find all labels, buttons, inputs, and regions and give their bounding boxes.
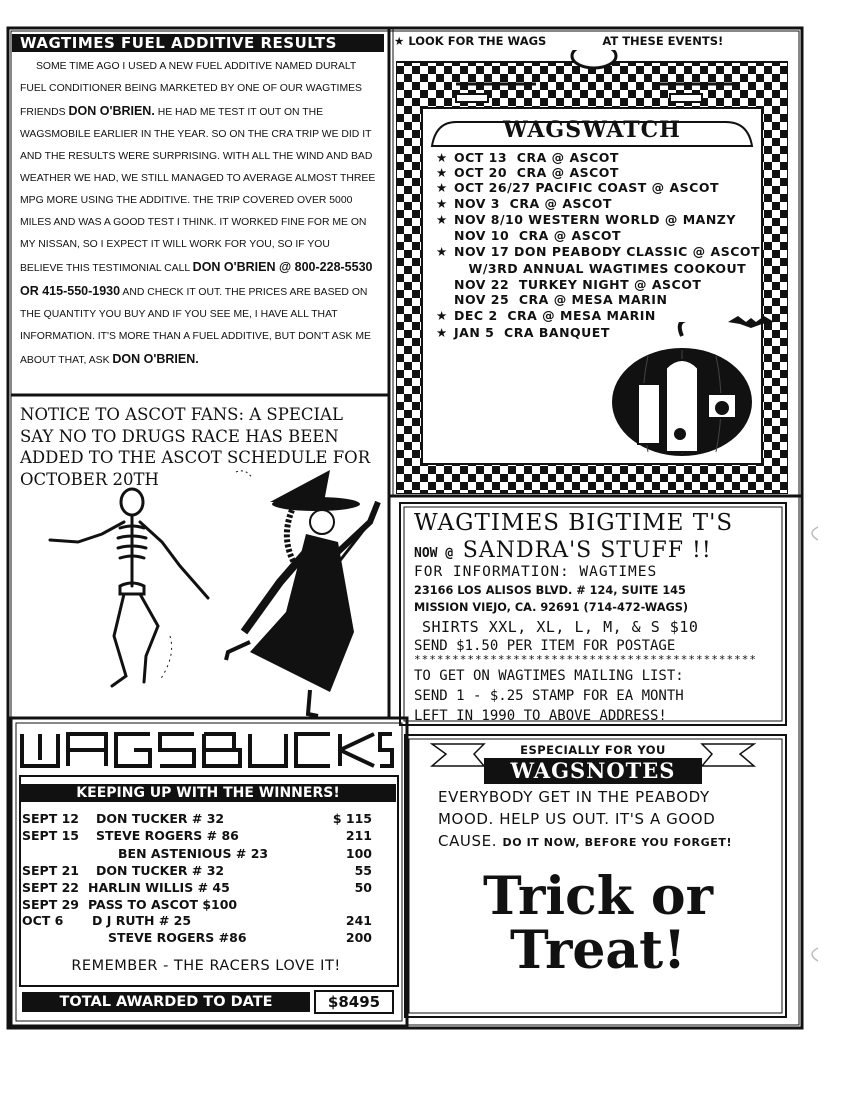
trick-line-2: Treat!	[510, 920, 686, 981]
event-item	[436, 277, 701, 292]
event-text: OCT 26/27 PACIFIC COAST @ ASCOT	[454, 180, 719, 195]
star-icon: ★	[436, 244, 448, 259]
winner-name: STEVE ROGERS # 86	[96, 828, 239, 843]
winner-row	[22, 880, 372, 896]
event-text: NOV 10 CRA @ ASCOT	[454, 228, 622, 243]
winner-name: DON TUCKER # 32	[96, 811, 225, 826]
star-icon: ★	[436, 212, 448, 227]
winner-amount: $ 115	[332, 811, 372, 826]
event-text: NOV 22 TURKEY NIGHT @ ASCOT	[454, 277, 702, 292]
ascot-notice: NOTICE TO ASCOT FANS: A SPECIAL SAY NO TO DRUGS RACE HAS BEEN ADDED TO THE ASCOT SCHEDULE FOR OCTOBER 20TH	[20, 405, 371, 489]
witch-icon	[220, 462, 386, 720]
skeleton-icon	[40, 486, 220, 696]
tshirts-now: NOW @	[414, 546, 454, 561]
event-text: W/3RD ANNUAL WAGTIMES COOKOUT	[454, 261, 747, 276]
wagsnotes-text: EVERYBODY GET IN THE PEABODY MOOD. HELP US OUT. IT'S A GOOD CAUSE.	[438, 788, 716, 850]
winner-row	[22, 828, 372, 844]
winner-date: OCT 6	[22, 913, 64, 928]
event-item	[436, 180, 719, 195]
event-text: NOV 25 CRA @ MESA MARIN	[454, 292, 668, 307]
tshirts-info: FOR INFORMATION: WAGTIMES	[414, 564, 658, 580]
event-item	[436, 196, 612, 211]
fuel-additive-article	[20, 56, 376, 372]
star-icon: ★	[436, 150, 448, 165]
event-item	[436, 261, 746, 276]
winner-row	[22, 913, 372, 929]
mailing-list-line-1: TO GET ON WAGTIMES MAILING LIST:	[414, 668, 684, 684]
winner-name: HARLIN WILLIS # 45	[88, 880, 230, 895]
event-text: NOV 17 DON PEABODY CLASSIC @ ASCOT	[454, 244, 761, 259]
fuel-name-2: DON O'BRIEN.	[112, 352, 199, 366]
winner-date: SEPT 29	[22, 897, 79, 912]
mailing-list-line-2: SEND 1 - $.25 STAMP FOR EA MONTH	[414, 688, 684, 704]
wagsnotes-reminder: DO IT NOW, BEFORE YOU FORGET!	[502, 836, 733, 849]
wagsnotes-subtitle: ESPECIALLY FOR YOU	[520, 743, 666, 757]
winner-amount: 241	[345, 913, 372, 928]
tshirts-store: SANDRA'S STUFF !!	[462, 538, 712, 563]
winner-amount: 200	[345, 930, 372, 945]
winner-amount: 211	[345, 828, 372, 843]
fuel-name-1: DON O'BRIEN.	[68, 104, 155, 118]
wagswatch-title: WAGSWATCH	[503, 117, 681, 143]
winner-name: DON TUCKER # 32	[96, 863, 225, 878]
winner-row	[22, 863, 372, 879]
fuel-paragraph-3: AND CHECK IT OUT. THE PRICES ARE BASED ON THE QUANTITY YOU BUY AND IF YOU SEE ME, I HAVE ALL THAT INFORMATION. IT'S MORE THAN A FUEL ADDITIVE, BUT DON'T ASK ME ABOUT THAT, ASK	[20, 287, 371, 366]
asterisk-divider: *********************************************	[414, 653, 758, 666]
bat-icon	[726, 312, 776, 330]
total-awarded-label: TOTAL AWARDED TO DATE	[22, 992, 310, 1012]
winner-amount: 55	[354, 863, 372, 878]
winner-amount: 50	[354, 880, 372, 895]
star-icon: ★	[436, 308, 448, 323]
events-header	[394, 34, 788, 48]
event-item	[436, 325, 610, 340]
fuel-contact: DON O'BRIEN @ 800-228-5530 OR 415-550-1930	[20, 260, 373, 298]
star-icon: ★	[436, 196, 448, 211]
star-icon: ★	[436, 325, 448, 340]
total-awarded-amount: $8495	[314, 990, 394, 1014]
winner-date: SEPT 12	[22, 811, 79, 826]
tshirts-title: WAGTIMES BIGTIME T'S	[414, 510, 734, 536]
fuel-paragraph-2: HE HAD ME TEST IT OUT ON THE WAGSMOBILE EARLIER IN THE YEAR. SO ON THE CRA TRIP WE DID IT AND THE RESULTS WERE SURPRISING. WITH ALL THE WIND AND BAD WEATHER WE HAD, WE STILL MANAGED TO AVERAGE ALMOST THREE MPG MORE USING THE ADDITIVE. THE TRIP COVERED OVER 5000 MILES AND WAS A GOOD TEST I THINK. IT WORKED FINE FOR ME ON MY NISSAN, SO I EXPECT IT WILL WORK FOR YOU, SO IF YOU BELIEVE THIS TESTIMONIAL CALL	[20, 107, 376, 274]
winner-date: SEPT 22	[22, 880, 79, 895]
event-item	[436, 292, 667, 307]
event-text: NOV 8/10 WESTERN WORLD @ MANZY	[454, 212, 736, 227]
winner-row	[22, 930, 372, 946]
winner-name: BEN ASTENIOUS # 23	[118, 846, 269, 861]
winner-name: PASS TO ASCOT $100	[88, 897, 238, 912]
events-header-right: AT THESE EVENTS!	[602, 34, 724, 48]
star-icon: ★	[436, 180, 448, 195]
tshirts-now-line	[414, 538, 712, 563]
trick-or-treat	[412, 866, 784, 981]
events-header-left: LOOK FOR THE WAGS	[408, 34, 547, 48]
event-text: DEC 2 CRA @ MESA MARIN	[454, 308, 656, 323]
wagsbucks-logo	[18, 730, 396, 770]
event-item	[436, 165, 619, 180]
mailing-list-line-3: LEFT IN 1990 TO ABOVE ADDRESS!	[414, 708, 667, 724]
tshirts-sizes-price: SHIRTS XXL, XL, L, M, & S $10	[422, 618, 699, 636]
event-text: JAN 5 CRA BANQUET	[454, 325, 610, 340]
winner-row	[22, 846, 372, 862]
event-item	[436, 150, 619, 165]
winner-date: SEPT 21	[22, 863, 79, 878]
tshirts-address-2: MISSION VIEJO, CA. 92691 (714-472-WAGS)	[414, 601, 689, 614]
star-icon: ★	[394, 34, 405, 48]
event-item	[436, 308, 656, 323]
winner-row	[22, 811, 372, 827]
event-item	[436, 212, 736, 227]
pumpkin-house-icon	[608, 322, 756, 458]
remember-line: REMEMBER - THE RACERS LOVE IT!	[71, 958, 341, 974]
tshirts-postage: SEND $1.50 PER ITEM FOR POSTAGE	[414, 638, 676, 654]
winner-name: D J RUTH # 25	[92, 913, 192, 928]
winner-amount: 100	[345, 846, 372, 861]
winner-row	[22, 897, 372, 913]
event-item	[436, 228, 621, 243]
keeping-up-banner: KEEPING UP WITH THE WINNERS!	[20, 784, 396, 802]
wagsnotes-body	[438, 786, 768, 854]
event-text: OCT 13 CRA @ ASCOT	[454, 150, 619, 165]
wagsnotes-title: WAGSNOTES	[510, 758, 676, 783]
event-text: OCT 20 CRA @ ASCOT	[454, 165, 619, 180]
tshirts-address-1: 23166 LOS ALISOS BLVD. # 124, SUITE 145	[414, 584, 686, 597]
winner-date: SEPT 15	[22, 828, 79, 843]
trick-line-1: Trick or	[483, 866, 713, 927]
event-item	[436, 244, 760, 259]
star-icon: ★	[436, 165, 448, 180]
winner-name: STEVE ROGERS #86	[108, 930, 247, 945]
fuel-additive-title: WAGTIMES FUEL ADDITIVE RESULTS	[12, 34, 384, 52]
fuel-paragraph-1: SOME TIME AGO I USED A NEW FUEL ADDITIVE NAMED DURALT FUEL CONDITIONER BEING MARKETED BY ONE OF OUR WAGTIMES FRIENDS	[20, 61, 362, 118]
event-text: NOV 3 CRA @ ASCOT	[454, 196, 612, 211]
